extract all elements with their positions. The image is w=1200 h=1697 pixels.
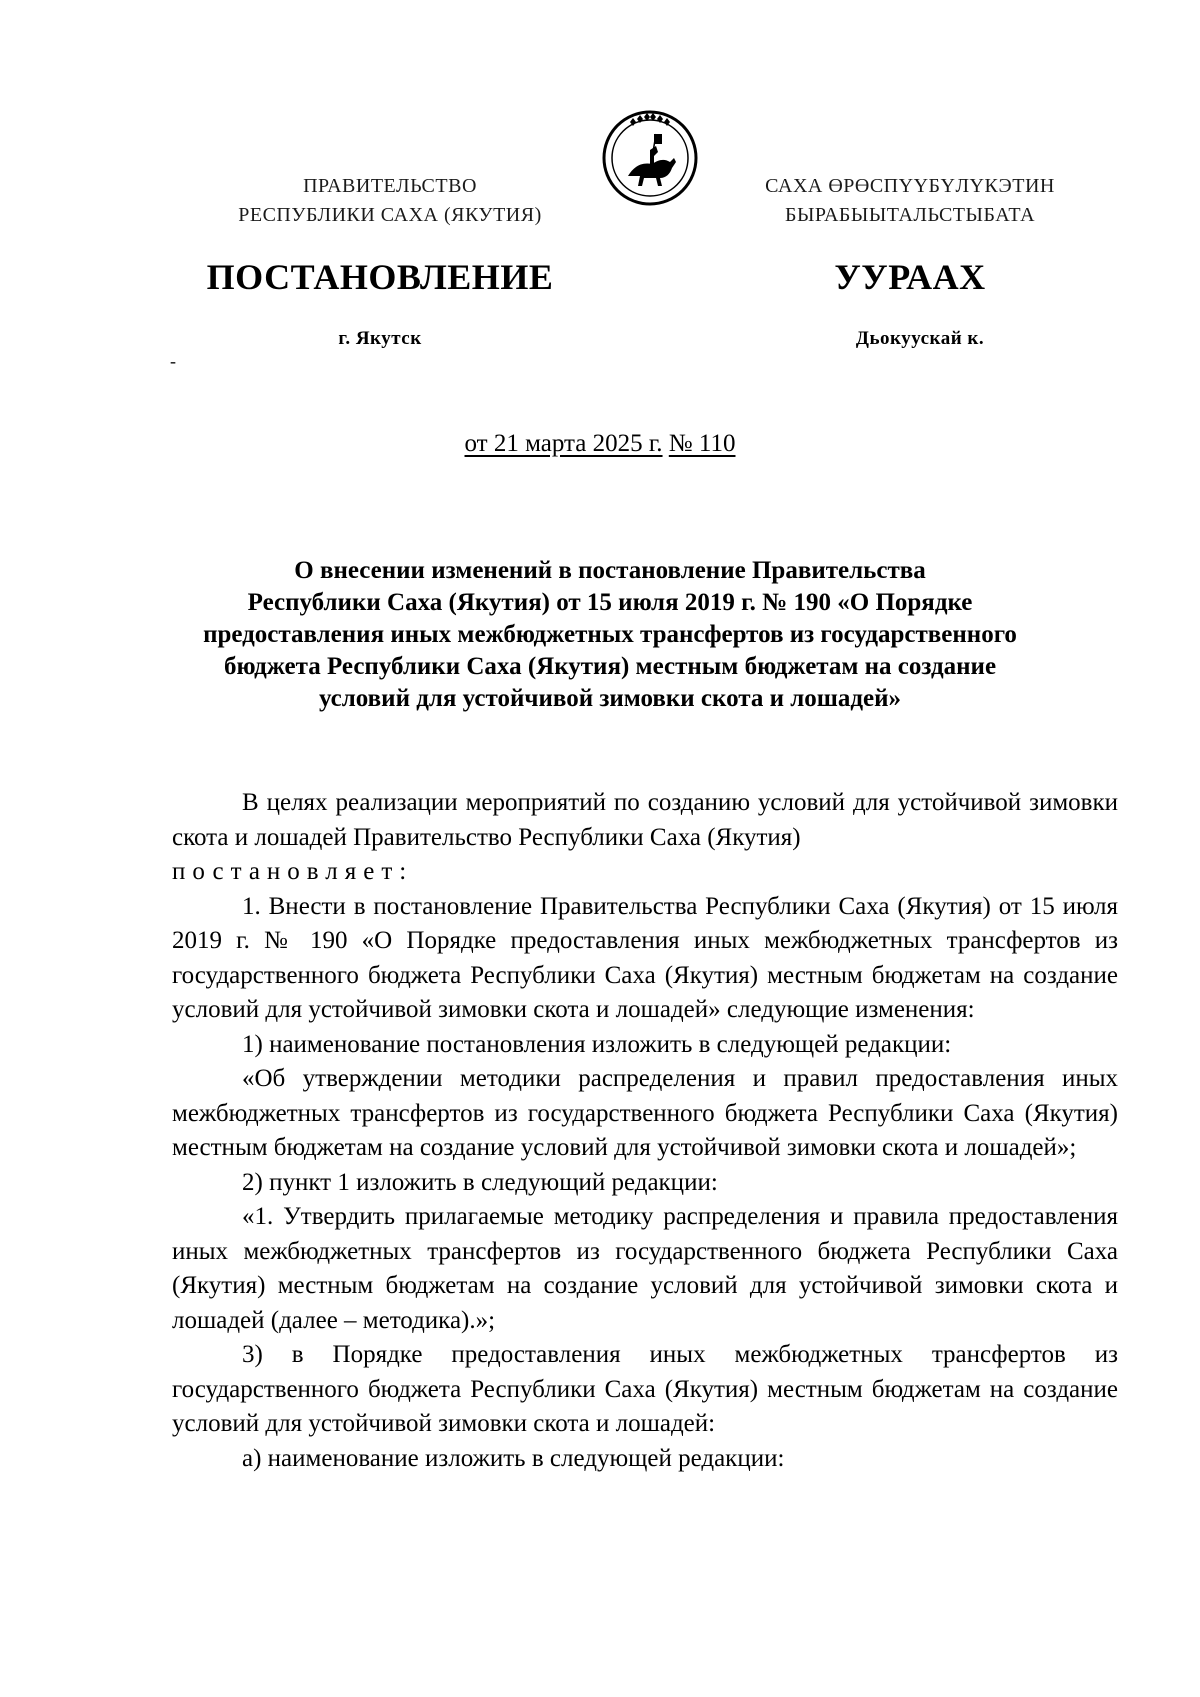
city-russian: г. Якутск	[338, 328, 422, 349]
header-left-block	[180, 172, 600, 230]
title-line-3: предоставления иных межбюджетных трансфертов из государственного	[203, 621, 1017, 648]
header-left-line2: РЕСПУБЛИКИ САХА (ЯКУТИЯ)	[238, 204, 542, 226]
body-paragraph-3: 1) наименование постановления изложить в следующей редакции:	[242, 1030, 952, 1058]
body-paragraph-2: 1. Внести в постановление Правительства Республики Саха (Якутия) от 15 июля 2019 г. № 190 «О Порядке предоставления иных межбюджетных трансфертов из государственного бюджета Республики Саха (Якутия) местным бюджетам на создание условий для устойчивой зимовки скота и лошадей» следующие изменения:	[172, 892, 1118, 1023]
title-line-1: О внесении изменений в постановление Правительства	[294, 557, 926, 584]
doctype-russian: ПОСТАНОВЛЕНИЕ	[206, 257, 554, 297]
resolves-word: постановляет:	[172, 858, 414, 885]
body-paragraph-6: «1. Утвердить прилагаемые методику распределения и правила предоставления иных межбюджетных трансфертов из государственного бюджета Республики Саха (Якутия) местным бюджетам на создание условий для устойчивой зимовки скота и лошадей (далее – методика).»;	[172, 1203, 1118, 1334]
body-paragraph-4: «Об утверждении методики распределения и правил предоставления иных межбюджетных трансфертов из государственного бюджета Республики Саха (Якутия) местным бюджетам на создание условий для устойчивой зимовки скота и лошадей»;	[172, 1065, 1118, 1161]
dash-mark: -	[170, 351, 176, 371]
city-yakut: Дьокуускай к.	[855, 328, 985, 349]
header-right-line1: САХА ӨРӨСПҮҮБҮЛҮКЭТИН	[765, 175, 1055, 197]
body-paragraph-1-text: В целях реализации мероприятий по созданию условий для устойчивой зимовки скота и лошадей Правительство Республики Саха (Якутия)	[172, 789, 1118, 851]
coat-of-arms-emblem-icon	[600, 108, 700, 208]
header-right-line2: БЫРАБЫЫТАЛЬСТЫБАТА	[784, 204, 1036, 226]
document-body	[172, 786, 1118, 1476]
header-right-block	[700, 172, 1120, 230]
body-paragraph-7: 3) в Порядке предоставления иных межбюджетных трансфертов из государственного бюджета Республики Саха (Якутия) местным бюджетам на создание условий для устойчивой зимовки скота и лошадей:	[172, 1341, 1118, 1437]
title-line-2: Республики Саха (Якутия) от 15 июля 2019 г. № 190 «О Порядке	[247, 589, 973, 616]
date-text: от 21 марта 2025 г.	[464, 430, 663, 457]
document-number: № 110	[668, 430, 736, 457]
title-line-4: бюджета Республики Саха (Якутия) местным бюджетам на создание	[223, 653, 997, 680]
doctype-yakut: УУРААХ	[834, 257, 986, 297]
body-paragraph-8: а) наименование изложить в следующей редакции:	[242, 1444, 785, 1472]
body-paragraph-1	[172, 786, 1118, 890]
header-left-line1: ПРАВИТЕЛЬСТВО	[303, 175, 477, 197]
document-title	[170, 555, 1050, 715]
title-line-5: условий для устойчивой зимовки скота и лошадей»	[318, 685, 902, 712]
date-line	[0, 430, 1200, 458]
body-paragraph-5: 2) пункт 1 изложить в следующий редакции:	[242, 1168, 718, 1196]
